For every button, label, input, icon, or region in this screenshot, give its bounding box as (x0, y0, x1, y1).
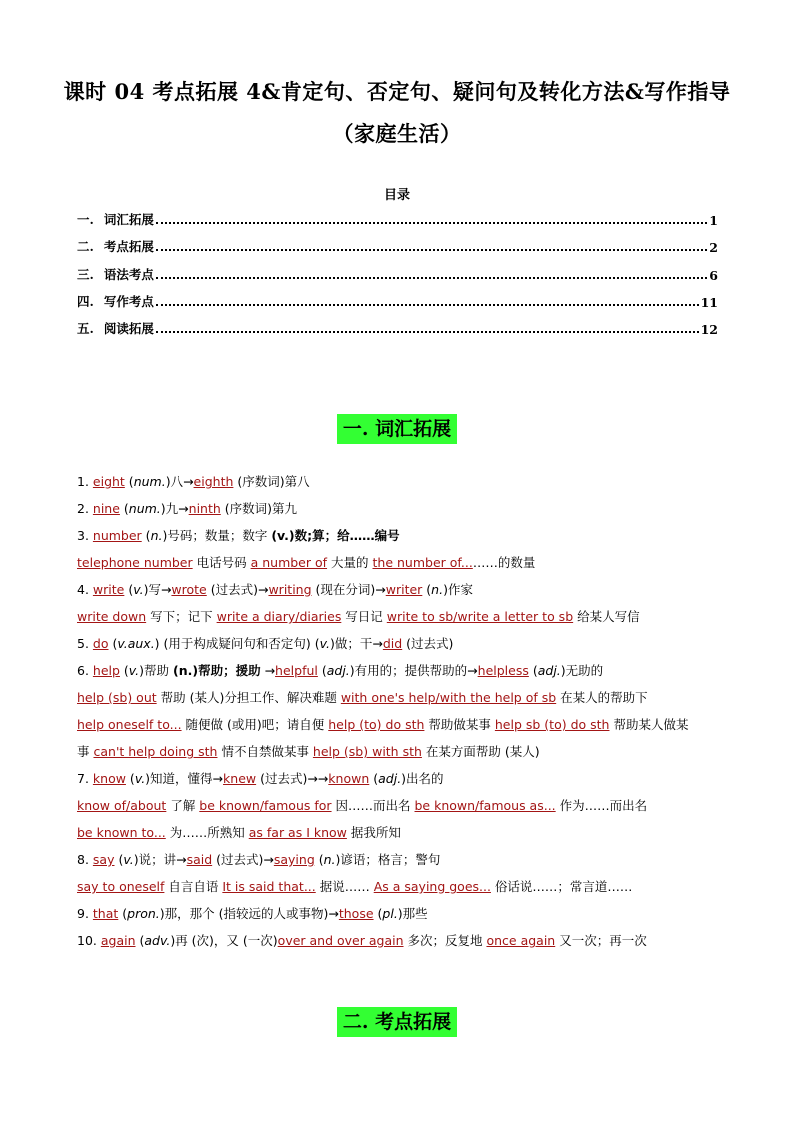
part-of-speech: pl. (382, 906, 398, 921)
vocab-line (77, 690, 648, 708)
text: ( (373, 906, 383, 921)
answer-phrase: be known/famous for (199, 798, 332, 813)
text: 又一次；再一次 (555, 933, 647, 948)
bold-definition: (v.)数;算；给……编号 (271, 528, 400, 543)
toc-leader-dots (156, 330, 699, 333)
answer-word: known (328, 771, 370, 786)
toc-entry[interactable] (77, 237, 718, 255)
text: )知道，懂得→ (145, 771, 224, 786)
toc-entry[interactable] (77, 292, 718, 310)
toc-leader-dots (156, 221, 707, 224)
text: 写日记 (341, 609, 387, 624)
text: 帮助某人做某 (609, 717, 689, 732)
bold-definition: (n.)帮助；援助 (173, 663, 261, 678)
text: )那，那个 (指较远的人或事物)→ (159, 906, 339, 921)
title-line-2: （家庭生活） (332, 121, 462, 146)
item-number: 4. (77, 582, 93, 597)
text: ( (119, 501, 129, 516)
toc-leader-dots (156, 248, 707, 251)
text: )做；干→ (330, 636, 383, 651)
text: ( (528, 663, 538, 678)
text: ( (317, 663, 327, 678)
vocab-line (77, 879, 632, 897)
text: (现在分词)→ (311, 582, 386, 597)
answer-phrase: with one's help/with the help of sb (340, 690, 557, 705)
vocab-line (77, 582, 473, 600)
text: )那些 (397, 906, 428, 921)
item-number: 8. (77, 852, 93, 867)
text: 写下；记下 (146, 609, 217, 624)
vocab-line (77, 906, 428, 924)
text: )作家 (443, 582, 473, 597)
answer-word: that (92, 906, 119, 921)
item-number: 6. (77, 663, 93, 678)
section-heading-label: 一. 词汇拓展 (337, 414, 457, 444)
text: 帮助 (某人)分担工作、解决难题 (156, 690, 341, 705)
text: )有用的；提供帮助的→ (349, 663, 478, 678)
text: ) (用于构成疑问句和否定句) ( (154, 636, 320, 651)
part-of-speech: adj. (537, 663, 561, 678)
vocab-line (77, 609, 640, 627)
part-of-speech: pron. (127, 906, 160, 921)
text: 多次；反复地 (403, 933, 487, 948)
vocab-line (77, 744, 540, 762)
text: 电话号码 (192, 555, 251, 570)
text: )再 (次)，又 (一次) (170, 933, 278, 948)
answer-phrase: As a saying goes... (373, 879, 491, 894)
toc-entry[interactable] (77, 265, 718, 283)
part-of-speech: num. (128, 501, 161, 516)
answer-word: said (186, 852, 213, 867)
answer-phrase: It is said that... (222, 879, 316, 894)
answer-word: ninth (188, 501, 221, 516)
answer-word: eight (92, 474, 125, 489)
text: ( (124, 474, 134, 489)
answer-phrase: a number of (250, 555, 328, 570)
answer-phrase: write a diary/diaries (216, 609, 342, 624)
text: 大量的 (327, 555, 373, 570)
text: )八→ (165, 474, 194, 489)
text: ( (314, 852, 324, 867)
text: (过去式) (402, 636, 454, 651)
text: ……的数量 (472, 555, 536, 570)
answer-phrase: write to sb/write a letter to sb (386, 609, 574, 624)
toc-entry[interactable] (77, 210, 718, 228)
text: 帮助做某事 (424, 717, 495, 732)
text: ( (119, 663, 129, 678)
answer-phrase: help sb (to) do sth (494, 717, 610, 732)
text: ( (135, 933, 145, 948)
vocab-line (77, 528, 400, 546)
answer-word: know (92, 771, 126, 786)
toc-entry-page: 11 (700, 295, 718, 310)
text: ( (125, 771, 135, 786)
toc-entry-page: 12 (700, 322, 718, 337)
title-line-1: 课时 04 考点拓展 4&肯定句、否定句、疑问句及转化方法&写作指导 (63, 79, 731, 104)
answer-word: helpless (477, 663, 529, 678)
text: 了解 (166, 798, 200, 813)
answer-word: did (382, 636, 403, 651)
toc-entry-number: 五. (77, 321, 94, 336)
text: ( (369, 771, 379, 786)
text: 据我所知 (346, 825, 401, 840)
part-of-speech: v. (319, 636, 330, 651)
text: (过去式)→ (206, 582, 269, 597)
section-heading-exam-points (0, 1007, 794, 1037)
vocab-line (77, 933, 647, 951)
text: ( (118, 906, 128, 921)
section-heading-vocab (0, 414, 794, 444)
text: )帮助 (139, 663, 174, 678)
text: (序数词)第八 (233, 474, 310, 489)
part-of-speech: n. (431, 582, 444, 597)
toc-leader-dots (156, 303, 699, 306)
answer-word: nine (92, 501, 120, 516)
part-of-speech: v. (128, 663, 140, 678)
part-of-speech: v. (133, 582, 144, 597)
answer-phrase: help oneself to... (77, 717, 182, 732)
toc-entry[interactable] (77, 319, 718, 337)
answer-word: write (92, 582, 125, 597)
vocab-line (77, 852, 440, 870)
toc-entry-number: 三. (77, 267, 94, 282)
vocab-line (77, 798, 647, 816)
toc-entry-number: 一. (77, 212, 94, 227)
part-of-speech: num. (133, 474, 166, 489)
item-number: 9. (77, 906, 93, 921)
text: ( (114, 852, 124, 867)
item-number: 7. (77, 771, 93, 786)
answer-word: writing (268, 582, 312, 597)
vocab-line (77, 663, 603, 681)
vocab-line (77, 771, 444, 789)
text: ( (141, 528, 151, 543)
answer-phrase: once again (486, 933, 556, 948)
part-of-speech: v.aux. (117, 636, 155, 651)
text: (过去式)→ (212, 852, 274, 867)
answer-word: again (100, 933, 136, 948)
text: (序数词)第九 (220, 501, 298, 516)
answer-phrase: know of/about (77, 798, 167, 813)
text: (过去式)→→ (256, 771, 329, 786)
item-number: 3. (77, 528, 93, 543)
item-number: 2. (77, 501, 93, 516)
answer-word: knew (223, 771, 257, 786)
answer-word: saying (273, 852, 315, 867)
vocab-line (77, 474, 310, 492)
answer-phrase: can't help doing sth (93, 744, 218, 759)
answer-word: eighth (193, 474, 234, 489)
text: 在某人的帮助下 (556, 690, 648, 705)
answer-phrase: the number of... (372, 555, 473, 570)
answer-phrase: help (sb) with sth (312, 744, 422, 759)
toc-entry-number: 二. (77, 239, 94, 254)
answer-phrase: as far as I know (248, 825, 347, 840)
text: )谚语；格言；警句 (335, 852, 441, 867)
text: ( (422, 582, 432, 597)
part-of-speech: n. (323, 852, 336, 867)
text: 俗话说……；常言道…… (490, 879, 633, 894)
answer-word: those (338, 906, 374, 921)
toc-heading: 目录 (383, 188, 410, 203)
text: 作为……而出名 (555, 798, 648, 813)
text: → (260, 663, 276, 678)
part-of-speech: v. (123, 852, 134, 867)
part-of-speech: n. (150, 528, 163, 543)
answer-phrase: say to oneself (77, 879, 165, 894)
text: )写→ (143, 582, 172, 597)
toc-entry-page: 6 (709, 268, 718, 283)
vocab-line (77, 825, 401, 843)
vocab-line (77, 501, 297, 519)
text: 事 (77, 744, 94, 759)
item-number: 1. (77, 474, 93, 489)
text: ( (108, 636, 118, 651)
toc-leader-dots (156, 276, 707, 279)
answer-word: wrote (171, 582, 207, 597)
text: 据说…… (315, 879, 374, 894)
answer-word: helpful (275, 663, 318, 678)
part-of-speech: adj. (326, 663, 350, 678)
vocab-line (77, 555, 535, 573)
answer-word: do (92, 636, 109, 651)
text: )出名的 (401, 771, 444, 786)
answer-phrase: help (to) do sth (328, 717, 425, 732)
toc-entry-label: 词汇拓展 (103, 212, 154, 227)
text: 为……所熟知 (165, 825, 249, 840)
item-number: 10. (77, 933, 101, 948)
text: 在某方面帮助 (某人) (421, 744, 540, 759)
text: 给某人写信 (573, 609, 640, 624)
text: 随便做 (或用)吧；请自便 (181, 717, 329, 732)
item-number: 5. (77, 636, 93, 651)
text: )说；讲→ (133, 852, 187, 867)
part-of-speech: adj. (378, 771, 402, 786)
toc-entry-label: 语法考点 (103, 267, 154, 282)
answer-phrase: telephone number (77, 555, 193, 570)
text: )九→ (160, 501, 189, 516)
answer-word: help (92, 663, 120, 678)
toc-entry-page: 1 (709, 213, 718, 228)
text: )无助的 (560, 663, 604, 678)
answer-phrase: write down (77, 609, 147, 624)
part-of-speech: v. (134, 771, 146, 786)
toc-entry-label: 阅读拓展 (103, 321, 154, 336)
toc-entry-label: 写作考点 (103, 294, 154, 309)
vocab-line (77, 636, 453, 654)
text: )号码；数量；数字 (162, 528, 272, 543)
part-of-speech: adv. (144, 933, 171, 948)
answer-phrase: over and over again (277, 933, 404, 948)
answer-phrase: help (sb) out (77, 690, 157, 705)
toc-entry-number: 四. (77, 294, 94, 309)
vocab-line (77, 717, 688, 735)
section-heading-label: 二. 考点拓展 (337, 1007, 457, 1037)
text: 情不自禁做某事 (217, 744, 313, 759)
answer-phrase: be known/famous as... (414, 798, 556, 813)
toc-entry-label: 考点拓展 (103, 239, 154, 254)
toc-entry-page: 2 (709, 240, 718, 255)
text: 自言自语 (164, 879, 223, 894)
answer-phrase: be known to... (77, 825, 166, 840)
text: 因……而出名 (331, 798, 415, 813)
answer-word: say (92, 852, 115, 867)
answer-word: writer (385, 582, 423, 597)
text: ( (124, 582, 134, 597)
answer-word: number (92, 528, 142, 543)
